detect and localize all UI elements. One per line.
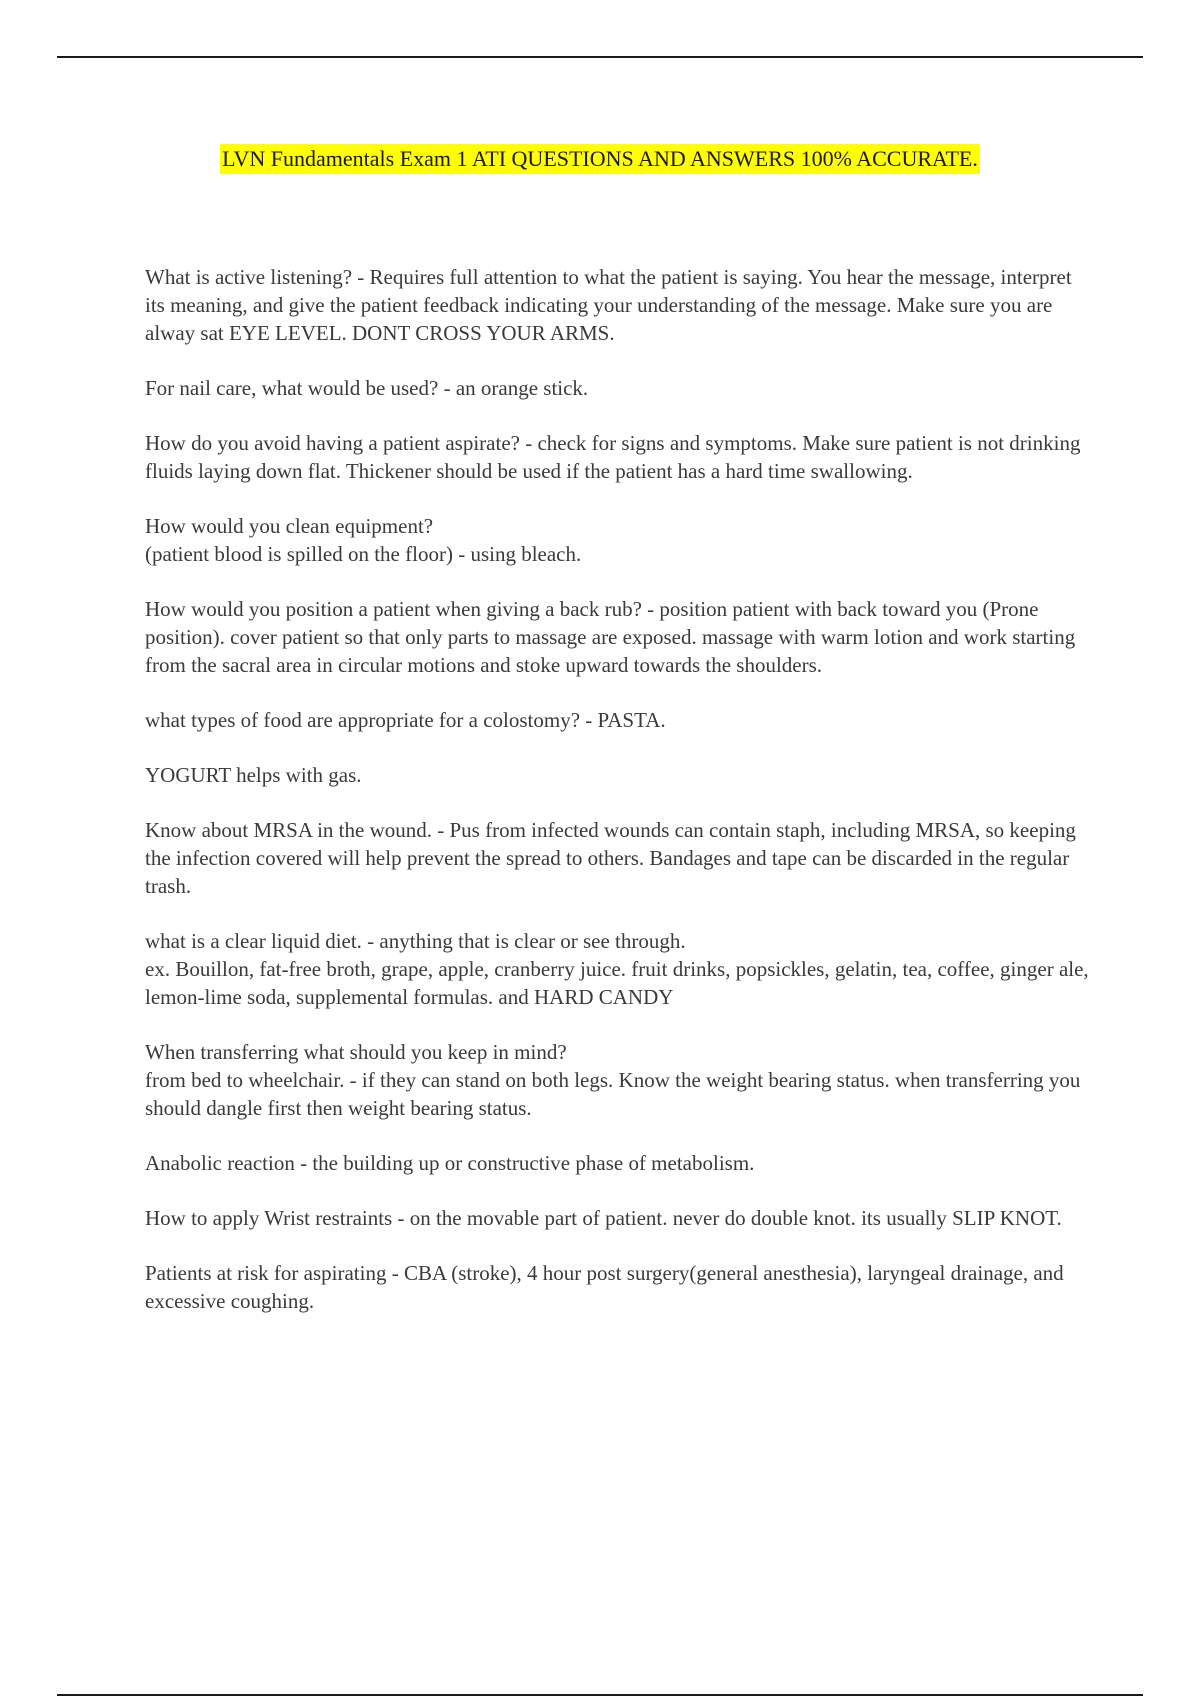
qa-entry [145, 1259, 1095, 1315]
qa-entry-text: How would you position a patient when giving a back rub? - position patient with back toward you (Prone position). cover patient so that only parts to massage are exposed. massage with warm lotion and work starting from the sacral area in circular motions and stoke upward towards the shoulders. [145, 597, 1076, 677]
qa-entry-text: How to apply Wrist restraints - on the movable part of patient. never do double knot. its usually SLIP KNOT. [145, 1206, 1062, 1230]
top-page-rule [57, 56, 1143, 58]
qa-entry [145, 1204, 1095, 1232]
qa-entry [145, 595, 1095, 679]
qa-entry-text: Anabolic reaction - the building up or constructive phase of metabolism. [145, 1151, 755, 1175]
qa-entry-text: from bed to wheelchair. - if they can stand on both legs. Know the weight bearing status. when transferring you should dangle first then weight bearing status. [145, 1068, 1081, 1120]
qa-entry-text: ex. Bouillon, fat-free broth, grape, apple, cranberry juice. fruit drinks, popsickles, gelatin, tea, coffee, ginger ale, lemon-lime soda, supplemental formulas. and HARD CANDY [145, 957, 1089, 1009]
document-title: LVN Fundamentals Exam 1 ATI QUESTIONS AND ANSWERS 100% ACCURATE. [220, 144, 980, 174]
qa-entry [145, 512, 1095, 568]
qa-entry-text: For nail care, what would be used? - an orange stick. [145, 376, 589, 400]
bottom-page-rule [57, 1694, 1143, 1696]
title-block [0, 144, 1200, 174]
qa-entry-text: What is active listening? - Requires full attention to what the patient is saying. You hear the message, interpret its meaning, and give the patient feedback indicating your understanding of the message. Make sure you are alway sat EYE LEVEL. DONT CROSS YOUR ARMS. [145, 265, 1072, 345]
qa-entry [145, 1038, 1095, 1122]
qa-entry-text: what is a clear liquid diet. - anything that is clear or see through. [145, 929, 686, 953]
qa-entry-text: YOGURT helps with gas. [145, 763, 362, 787]
qa-entry [145, 761, 1095, 789]
qa-entry-text: How would you clean equipment? [145, 514, 434, 538]
qa-entry [145, 706, 1095, 734]
qa-entry [145, 429, 1095, 485]
qa-entry-text: Know about MRSA in the wound. - Pus from infected wounds can contain staph, including MRSA, so keeping the infection covered will help prevent the spread to others. Bandages and tape can be discarded in the regular trash. [145, 818, 1076, 898]
qa-entry [145, 374, 1095, 402]
qa-entry [145, 927, 1095, 1011]
qa-entry-text: Patients at risk for aspirating - CBA (stroke), 4 hour post surgery(general anesthesia), laryngeal drainage, and excessive coughing. [145, 1261, 1064, 1313]
qa-entry-text: When transferring what should you keep in mind? [145, 1040, 567, 1064]
qa-entry-text: How do you avoid having a patient aspirate? - check for signs and symptoms. Make sure patient is not drinking fluids laying down flat. Thickener should be used if the patient has a hard time swallowing. [145, 431, 1081, 483]
qa-entry [145, 263, 1095, 347]
qa-entry-text: what types of food are appropriate for a colostomy? - PASTA. [145, 708, 666, 732]
qa-entry [145, 1149, 1095, 1177]
qa-list [145, 263, 1095, 1342]
qa-entry [145, 816, 1095, 900]
qa-entry-text: (patient blood is spilled on the floor) - using bleach. [145, 542, 582, 566]
